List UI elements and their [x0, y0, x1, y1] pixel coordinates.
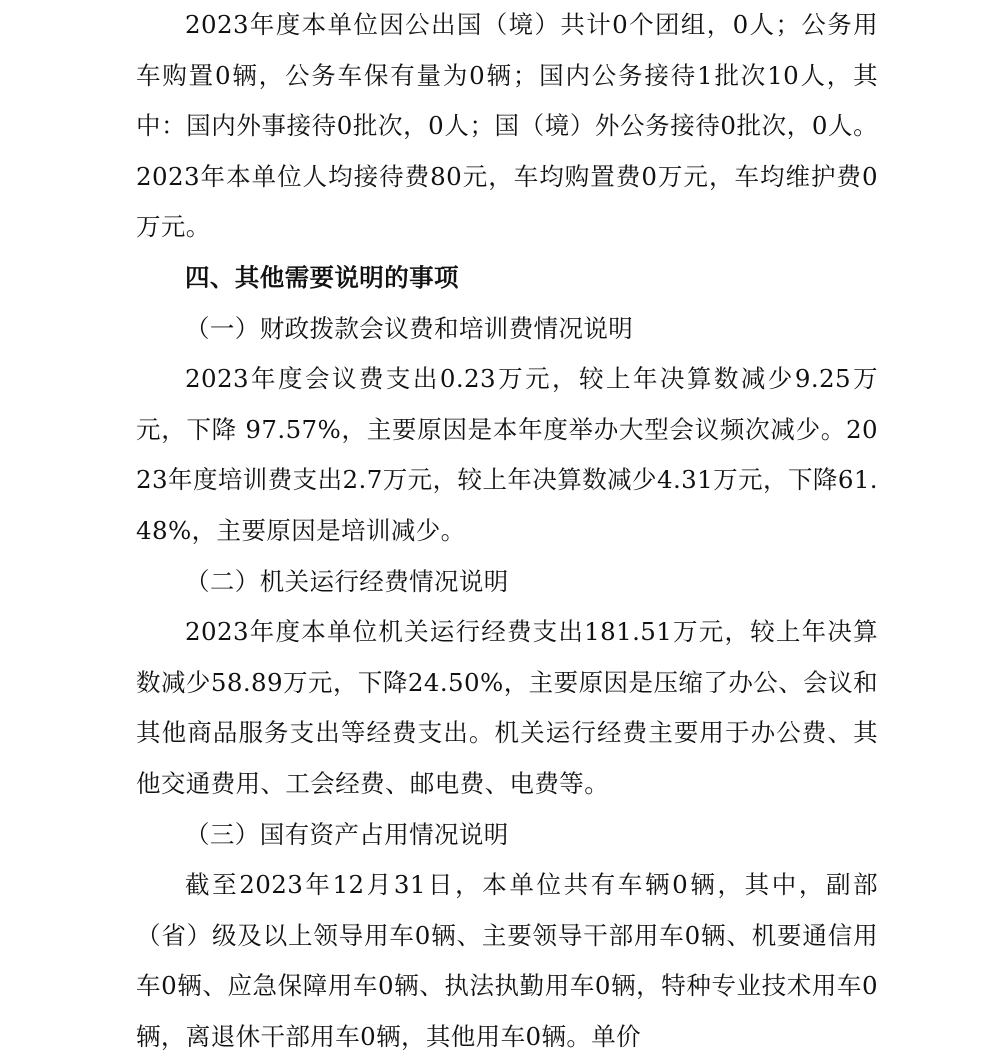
subsection-heading-state-assets: （三）国有资产占用情况说明 [185, 819, 509, 849]
section-heading-other-matters: 四、其他需要说明的事项 [185, 262, 459, 292]
subsection-heading-operating-expenses: （二）机关运行经费情况说明 [185, 566, 509, 596]
document-page [136, 0, 878, 1062]
paragraph-operating-expenses: 2023年度本单位机关运行经费支出181.51万元，较上年决算数减少58.89万元，下降24.50%，主要原因是压缩了办公、会议和其他商品服务支出等经费支出。机关运行经费主要用于办公费、其他交通费用、工会经费、邮电费、电费等。 [136, 617, 878, 798]
paragraph-meeting-training-fees: 2023年度会议费支出0.23万元，较上年决算数减少9.25万元，下降 97.57%，主要原因是本年度举办大型会议频次减少。2023年度培训费支出2.7万元，较上年决算数减少4.31万元，下降61.48%，主要原因是培训减少。 [136, 364, 878, 545]
paragraph-official-reception: 2023年度本单位因公出国（境）共计0个团组，0人；公务用车购置0辆，公务车保有量为0辆；国内公务接待1批次10人，其中：国内外事接待0批次，0人；国（境）外公务接待0批次，0人。2023年本单位人均接待费80元，车均购置费0万元，车均维护费0万元。 [136, 10, 878, 242]
subsection-heading-meeting-training: （一）财政拨款会议费和培训费情况说明 [185, 313, 634, 343]
paragraph-state-assets: 截至2023年12月31日，本单位共有车辆0辆，其中，副部（省）级及以上领导用车0辆、主要领导干部用车0辆、机要通信用车0辆、应急保障用车0辆、执法执勤用车0辆，特种专业技术用车0辆，离退休干部用车0辆，其他用车0辆。单价 [136, 870, 878, 1051]
